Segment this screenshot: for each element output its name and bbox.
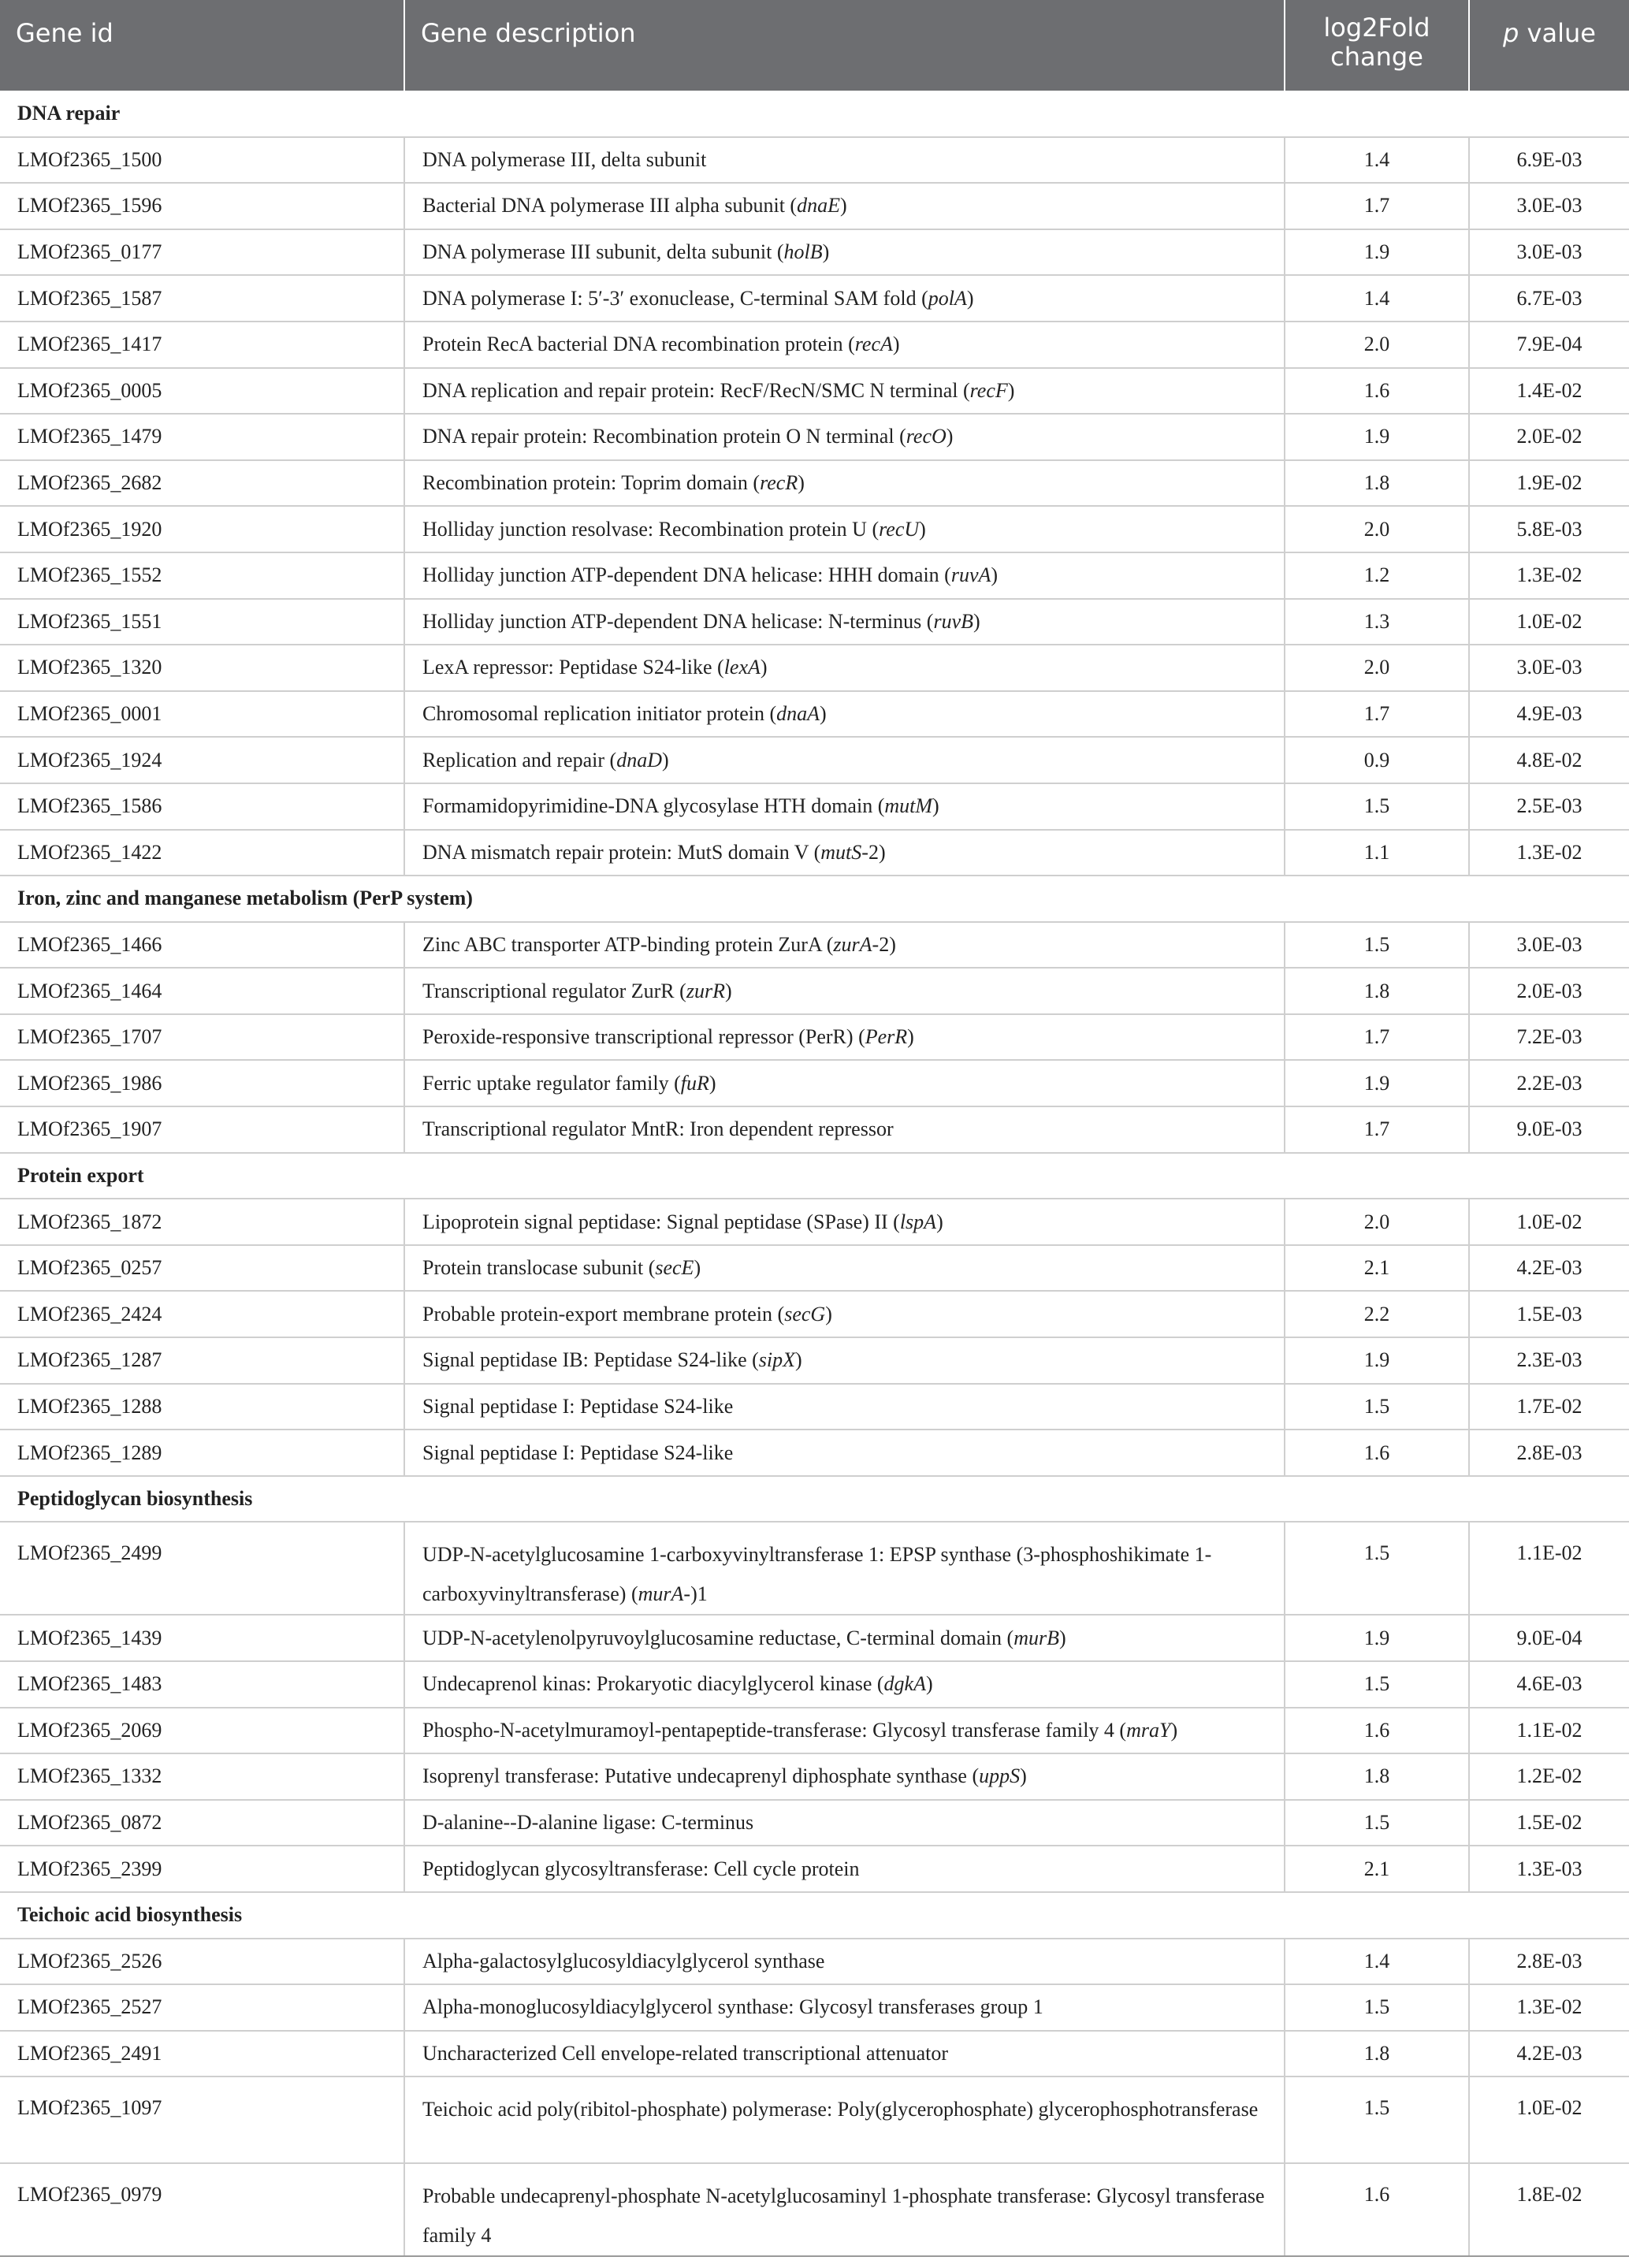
- gene-id-cell: LMOf2365_2527: [0, 1984, 404, 2031]
- section-header-row: [0, 876, 1629, 922]
- table-row: [0, 460, 1629, 507]
- gene-id-cell: LMOf2365_1596: [0, 183, 404, 229]
- description-text: Transcriptional regulator MntR: Iron dependent repressor: [422, 1117, 894, 1141]
- table-row: [0, 1337, 1629, 1384]
- gene-symbol: recA: [854, 333, 893, 356]
- table-row: [0, 1984, 1629, 2031]
- description-text: Ferric uptake regulator family: [422, 1071, 669, 1095]
- log2fold-change-cell: 0.9: [1285, 737, 1469, 783]
- gene-description-cell: Holliday junction ATP-dependent DNA helicase: HHH domain (ruvA): [404, 552, 1285, 599]
- p-value-cell: 1.3E-02: [1469, 552, 1629, 599]
- gene-id-cell: LMOf2365_1552: [0, 552, 404, 599]
- p-value-cell: 7.9E-04: [1469, 322, 1629, 368]
- gene-id-cell: LMOf2365_1587: [0, 275, 404, 322]
- gene-description-cell: Chromosomal replication initiator protein (dnaA): [404, 691, 1285, 738]
- gene-id-cell: LMOf2365_1466: [0, 922, 404, 969]
- table-row: [0, 229, 1629, 276]
- description-text: LexA repressor: Peptidase S24-like: [422, 656, 712, 679]
- p-value-cell: 4.6E-03: [1469, 1661, 1629, 1708]
- gene-id-cell: LMOf2365_0872: [0, 1800, 404, 1846]
- log2fold-change-cell: 1.8: [1285, 1753, 1469, 1800]
- description-text: Phospho-N-acetylmuramoyl-pentapeptide-transferase: Glycosyl transferase family 4: [422, 1718, 1114, 1742]
- gene-id-cell: LMOf2365_2069: [0, 1708, 404, 1754]
- log2fold-change-cell: 1.1: [1285, 830, 1469, 876]
- p-value-cell: 6.7E-03: [1469, 275, 1629, 322]
- gene-description-cell: Peroxide-responsive transcriptional repressor (PerR) (PerR): [404, 1014, 1285, 1061]
- gene-description-cell: Holliday junction ATP-dependent DNA helicase: N-terminus (ruvB): [404, 599, 1285, 645]
- table-row: [0, 1245, 1629, 1292]
- description-text: Protein translocase subunit: [422, 1256, 644, 1280]
- gene-description-cell: [404, 1430, 1285, 1476]
- p-value-cell: 2.2E-03: [1469, 1060, 1629, 1106]
- gene-id-cell: LMOf2365_1288: [0, 1384, 404, 1430]
- table-row: [0, 506, 1629, 552]
- log2fold-change-cell: 1.5: [1285, 783, 1469, 830]
- gene-symbol: recF: [969, 378, 1008, 402]
- p-value-cell: 2.0E-02: [1469, 414, 1629, 460]
- gene-symbol: fuR: [680, 1071, 709, 1095]
- p-value-cell: 3.0E-03: [1469, 183, 1629, 229]
- log2fold-change-cell: 1.7: [1285, 183, 1469, 229]
- gene-description-cell: [404, 1800, 1285, 1846]
- header-gene-id: Gene id: [0, 0, 404, 91]
- gene-id-cell: LMOf2365_1586: [0, 783, 404, 830]
- table-row: [0, 599, 1629, 645]
- gene-id-cell: LMOf2365_1479: [0, 414, 404, 460]
- gene-description-cell: DNA polymerase I: 5′-3′ exonuclease, C-terminal SAM fold (polA): [404, 275, 1285, 322]
- table-row: [0, 783, 1629, 830]
- gene-description-cell: Transcriptional regulator ZurR (zurR): [404, 968, 1285, 1014]
- log2fold-change-cell: 1.9: [1285, 1337, 1469, 1384]
- gene-symbol: secG: [784, 1302, 826, 1325]
- gene-id-cell: LMOf2365_1483: [0, 1661, 404, 1708]
- table-row: [0, 1708, 1629, 1754]
- log2fold-change-cell: 1.8: [1285, 460, 1469, 507]
- log2fold-change-cell: 1.5: [1285, 1384, 1469, 1430]
- gene-symbol: dnaA: [776, 702, 820, 726]
- description-text: DNA polymerase I: 5′-3′ exonuclease, C-terminal SAM fold: [422, 286, 917, 310]
- log2fold-change-cell: 2.0: [1285, 506, 1469, 552]
- log2fold-change-cell: 1.8: [1285, 968, 1469, 1014]
- gene-symbol: mraY: [1126, 1718, 1171, 1742]
- gene-symbol: recO: [906, 425, 947, 448]
- table-row: [0, 2077, 1629, 2163]
- log2fold-change-cell: 1.5: [1285, 1984, 1469, 2031]
- gene-symbol: PerR: [865, 1025, 908, 1049]
- table-row: [0, 1106, 1629, 1153]
- description-text: DNA polymerase III, delta subunit: [422, 147, 707, 171]
- gene-id-cell: LMOf2365_1097: [0, 2077, 404, 2163]
- gene-id-cell: LMOf2365_0001: [0, 691, 404, 738]
- gene-description-cell: Lipoprotein signal peptidase: Signal peptidase (SPase) II (lspA): [404, 1199, 1285, 1245]
- description-text: Replication and repair: [422, 748, 605, 771]
- description-text: Recombination protein: Toprim domain: [422, 471, 748, 495]
- section-title: Iron, zinc and manganese metabolism (PerP system): [0, 876, 1629, 922]
- p-value-cell: 2.8E-03: [1469, 1430, 1629, 1476]
- log2fold-change-cell: 2.2: [1285, 1291, 1469, 1337]
- gene-description-cell: DNA replication and repair protein: RecF/RecN/SMC N terminal (recF): [404, 368, 1285, 415]
- p-value-cell: 1.8E-02: [1469, 2163, 1629, 2256]
- gene-id-cell: LMOf2365_2491: [0, 2031, 404, 2077]
- gene-id-cell: LMOf2365_1417: [0, 322, 404, 368]
- gene-id-cell: LMOf2365_2424: [0, 1291, 404, 1337]
- gene-id-cell: LMOf2365_1924: [0, 737, 404, 783]
- gene-description-cell: Probable protein-export membrane protein (secG): [404, 1291, 1285, 1337]
- description-text: UDP-N-acetylglucosamine 1-carboxyvinyltransferase 1: EPSP synthase (3-phosphoshikimate 1-carboxyvinyltransferase): [422, 1543, 1212, 1606]
- gene-id-cell: LMOf2365_1332: [0, 1753, 404, 1800]
- log2fold-change-cell: 2.0: [1285, 645, 1469, 691]
- log2fold-change-cell: 1.9: [1285, 1060, 1469, 1106]
- log2fold-change-cell: 1.2: [1285, 552, 1469, 599]
- gene-symbol: zurR: [686, 979, 725, 1002]
- log2fold-change-cell: 1.4: [1285, 1939, 1469, 1985]
- gene-id-cell: LMOf2365_1551: [0, 599, 404, 645]
- gene-description-cell: [404, 2077, 1285, 2163]
- description-text: Uncharacterized Cell envelope-related transcriptional attenuator: [422, 2042, 948, 2065]
- table-row: [0, 137, 1629, 184]
- gene-id-cell: LMOf2365_1707: [0, 1014, 404, 1061]
- gene-id-cell: LMOf2365_0257: [0, 1245, 404, 1292]
- table-row: [0, 1522, 1629, 1615]
- header-log2fold-line1: log2Fold: [1323, 13, 1430, 43]
- section-title: Protein export: [0, 1153, 1629, 1199]
- table-row: [0, 552, 1629, 599]
- log2fold-change-cell: 1.8: [1285, 2031, 1469, 2077]
- log2fold-change-cell: 1.3: [1285, 599, 1469, 645]
- p-value-cell: 9.0E-03: [1469, 1106, 1629, 1153]
- table-row: [0, 645, 1629, 691]
- p-value-cell: 1.5E-02: [1469, 1800, 1629, 1846]
- description-text: DNA mismatch repair protein: MutS domain V: [422, 840, 809, 864]
- log2fold-change-cell: 1.6: [1285, 1430, 1469, 1476]
- gene-description-cell: [404, 1106, 1285, 1153]
- log2fold-change-cell: 2.0: [1285, 1199, 1469, 1245]
- log2fold-change-cell: 2.1: [1285, 1245, 1469, 1292]
- gene-id-cell: LMOf2365_1439: [0, 1615, 404, 1661]
- table-row: [0, 737, 1629, 783]
- section-header-row: [0, 1892, 1629, 1939]
- description-text: Zinc ABC transporter ATP-binding protein ZurA: [422, 932, 822, 956]
- p-value-cell: 2.0E-03: [1469, 968, 1629, 1014]
- p-value-cell: 1.1E-02: [1469, 1522, 1629, 1615]
- gene-description-cell: Ferric uptake regulator family (fuR): [404, 1060, 1285, 1106]
- gene-id-cell: LMOf2365_1920: [0, 506, 404, 552]
- description-text: Transcriptional regulator ZurR: [422, 979, 675, 1002]
- gene-id-cell: LMOf2365_0177: [0, 229, 404, 276]
- description-text: Holliday junction ATP-dependent DNA helicase: N-terminus: [422, 609, 922, 633]
- log2fold-change-cell: 1.9: [1285, 414, 1469, 460]
- gene-id-cell: LMOf2365_2682: [0, 460, 404, 507]
- description-text: DNA repair protein: Recombination protein O N terminal: [422, 425, 894, 448]
- table-row: [0, 1939, 1629, 1985]
- table-row: [0, 968, 1629, 1014]
- p-value-cell: 5.8E-03: [1469, 506, 1629, 552]
- p-value-cell: 4.8E-02: [1469, 737, 1629, 783]
- gene-symbol: lexA: [723, 656, 761, 679]
- gene-description-cell: [404, 1846, 1285, 1892]
- gene-description-cell: Replication and repair (dnaD): [404, 737, 1285, 783]
- table-row: [0, 368, 1629, 415]
- section-title: Peptidoglycan biosynthesis: [0, 1476, 1629, 1523]
- table-row: [0, 322, 1629, 368]
- description-text: Isoprenyl transferase: Putative undecaprenyl diphosphate synthase: [422, 1764, 967, 1788]
- gene-description-cell: [404, 1939, 1285, 1985]
- gene-symbol: murA-: [638, 1582, 691, 1606]
- p-value-cell: 1.9E-02: [1469, 460, 1629, 507]
- p-value-cell: 1.0E-02: [1469, 599, 1629, 645]
- description-text: Holliday junction resolvase: Recombination protein U: [422, 517, 867, 541]
- log2fold-change-cell: 2.0: [1285, 322, 1469, 368]
- section-header-row: [0, 91, 1629, 137]
- gene-id-cell: LMOf2365_2526: [0, 1939, 404, 1985]
- gene-description-cell: [404, 1384, 1285, 1430]
- gene-description-cell: Recombination protein: Toprim domain (recR): [404, 460, 1285, 507]
- table-row: [0, 922, 1629, 969]
- gene-description-cell: DNA repair protein: Recombination protein O N terminal (recO): [404, 414, 1285, 460]
- gene-description-cell: Isoprenyl transferase: Putative undecaprenyl diphosphate synthase (uppS): [404, 1753, 1285, 1800]
- log2fold-change-cell: 1.5: [1285, 1661, 1469, 1708]
- p-value-cell: 4.2E-03: [1469, 2031, 1629, 2077]
- header-p-value: [1469, 0, 1629, 91]
- gene-id-cell: LMOf2365_1464: [0, 968, 404, 1014]
- description-text: Chromosomal replication initiator protein: [422, 702, 764, 726]
- gene-description-cell: Protein RecA bacterial DNA recombination protein (recA): [404, 322, 1285, 368]
- description-text: Alpha-galactosylglucosyldiacylglycerol synthase: [422, 1949, 825, 1972]
- description-text: Signal peptidase I: Peptidase S24-like: [422, 1394, 734, 1418]
- gene-symbol: lspA: [899, 1210, 937, 1233]
- gene-id-cell: LMOf2365_2399: [0, 1846, 404, 1892]
- gene-symbol: secE: [655, 1256, 694, 1280]
- p-value-cell: 1.0E-02: [1469, 1199, 1629, 1245]
- gene-description-cell: Signal peptidase IB: Peptidase S24-like (sipX): [404, 1337, 1285, 1384]
- p-value-cell: 1.3E-03: [1469, 1846, 1629, 1892]
- table-row: [0, 1615, 1629, 1661]
- p-value-cell: 6.9E-03: [1469, 137, 1629, 184]
- description-text: DNA replication and repair protein: RecF/RecN/SMC N terminal: [422, 378, 958, 402]
- gene-description-cell: Protein translocase subunit (secE): [404, 1245, 1285, 1292]
- log2fold-change-cell: 1.5: [1285, 1522, 1469, 1615]
- gene-id-cell: LMOf2365_2499: [0, 1522, 404, 1615]
- header-row: [0, 0, 1629, 91]
- log2fold-change-cell: 1.7: [1285, 1106, 1469, 1153]
- description-text: Alpha-monoglucosyldiacylglycerol synthase: Glycosyl transferases group 1: [422, 1995, 1043, 2019]
- gene-symbol: ruvB: [933, 609, 973, 633]
- gene-description-cell: UDP-N-acetylglucosamine 1-carboxyvinyltransferase 1: EPSP synthase (3-phosphoshikimate 1-carboxyvinyltransferase) (murA-)1: [404, 1522, 1285, 1615]
- gene-symbol: murB: [1013, 1626, 1059, 1649]
- table-row: [0, 414, 1629, 460]
- p-value-cell: 1.2E-02: [1469, 1753, 1629, 1800]
- gene-suffix: -2: [861, 840, 879, 864]
- p-value-cell: 4.9E-03: [1469, 691, 1629, 738]
- table-row: [0, 1430, 1629, 1476]
- gene-description-cell: [404, 2163, 1285, 2256]
- table-row: [0, 1800, 1629, 1846]
- log2fold-change-cell: 1.5: [1285, 922, 1469, 969]
- p-value-cell: 4.2E-03: [1469, 1245, 1629, 1292]
- log2fold-change-cell: 1.4: [1285, 137, 1469, 184]
- table-row: [0, 2163, 1629, 2256]
- section-title: Teichoic acid biosynthesis: [0, 1892, 1629, 1939]
- p-value-cell: 1.5E-03: [1469, 1291, 1629, 1337]
- log2fold-change-cell: 1.9: [1285, 229, 1469, 276]
- gene-symbol: recR: [760, 471, 798, 495]
- description-text: Undecaprenol kinas: Prokaryotic diacylglycerol kinase: [422, 1672, 872, 1696]
- header-p-italic: p: [1503, 18, 1519, 48]
- table-row: [0, 1291, 1629, 1337]
- gene-id-cell: LMOf2365_1986: [0, 1060, 404, 1106]
- gene-symbol: recU: [879, 517, 920, 541]
- p-value-cell: 2.5E-03: [1469, 783, 1629, 830]
- p-value-cell: 7.2E-03: [1469, 1014, 1629, 1061]
- gene-id-cell: LMOf2365_0005: [0, 368, 404, 415]
- gene-symbol: mutS: [820, 840, 862, 864]
- log2fold-change-cell: 1.6: [1285, 1708, 1469, 1754]
- log2fold-change-cell: 1.5: [1285, 1800, 1469, 1846]
- section-header-row: [0, 1476, 1629, 1523]
- gene-description-cell: Holliday junction resolvase: Recombination protein U (recU): [404, 506, 1285, 552]
- description-text: Peroxide-responsive transcriptional repressor (PerR): [422, 1025, 854, 1049]
- table-row: [0, 275, 1629, 322]
- gene-description-cell: Phospho-N-acetylmuramoyl-pentapeptide-transferase: Glycosyl transferase family 4 (mraY): [404, 1708, 1285, 1754]
- gene-description-cell: [404, 137, 1285, 184]
- gene-id-cell: LMOf2365_1907: [0, 1106, 404, 1153]
- gene-description-cell: Formamidopyrimidine-DNA glycosylase HTH domain (mutM): [404, 783, 1285, 830]
- gene-symbol: mutM: [884, 794, 933, 818]
- section-title: DNA repair: [0, 91, 1629, 137]
- table-row: [0, 691, 1629, 738]
- gene-description-cell: DNA mismatch repair protein: MutS domain V (mutS-2): [404, 830, 1285, 876]
- gene-symbol: zurA: [833, 932, 872, 956]
- description-text: Holliday junction ATP-dependent DNA helicase: HHH domain: [422, 563, 939, 587]
- description-text: UDP-N-acetylenolpyruvoylglucosamine reductase, C-terminal domain: [422, 1626, 1002, 1649]
- p-value-cell: 2.3E-03: [1469, 1337, 1629, 1384]
- description-text: DNA polymerase III subunit, delta subunit: [422, 240, 772, 264]
- description-text: Bacterial DNA polymerase III alpha subunit: [422, 194, 785, 218]
- header-log2fold-change: [1285, 0, 1469, 91]
- header-gene-description: Gene description: [404, 0, 1285, 91]
- gene-symbol: holB: [783, 240, 823, 264]
- log2fold-change-cell: 2.1: [1285, 1846, 1469, 1892]
- log2fold-change-cell: 1.5: [1285, 2077, 1469, 2163]
- p-value-cell: 3.0E-03: [1469, 229, 1629, 276]
- table-row: [0, 1014, 1629, 1061]
- header-log2fold-line2: change: [1330, 42, 1423, 72]
- description-text: Signal peptidase IB: Peptidase S24-like: [422, 1348, 747, 1372]
- table-header: [0, 0, 1629, 91]
- description-text: Teichoic acid poly(ribitol-phosphate) polymerase: Poly(glycerophosphate) glycerophosphotransferase: [422, 2098, 1259, 2121]
- p-value-cell: 3.0E-03: [1469, 645, 1629, 691]
- log2fold-change-cell: 1.4: [1285, 275, 1469, 322]
- p-value-cell: 3.0E-03: [1469, 922, 1629, 969]
- p-value-cell: 9.0E-04: [1469, 1615, 1629, 1661]
- description-text: Peptidoglycan glycosyltransferase: Cell cycle protein: [422, 1857, 860, 1880]
- table-row: [0, 1846, 1629, 1892]
- log2fold-change-cell: 1.6: [1285, 368, 1469, 415]
- gene-symbol: dnaE: [797, 194, 840, 218]
- p-value-cell: 1.4E-02: [1469, 368, 1629, 415]
- log2fold-change-cell: 1.6: [1285, 2163, 1469, 2256]
- gene-id-cell: LMOf2365_1422: [0, 830, 404, 876]
- gene-symbol: sipX: [758, 1348, 796, 1372]
- description-text: Lipoprotein signal peptidase: Signal peptidase (SPase) II: [422, 1210, 888, 1233]
- log2fold-change-cell: 1.7: [1285, 691, 1469, 738]
- table-body: [0, 91, 1629, 2256]
- gene-id-cell: LMOf2365_1872: [0, 1199, 404, 1245]
- gene-symbol: dnaD: [616, 748, 662, 771]
- section-header-row: [0, 1153, 1629, 1199]
- gene-description-cell: [404, 1984, 1285, 2031]
- gene-id-cell: LMOf2365_1320: [0, 645, 404, 691]
- p-value-cell: 1.3E-02: [1469, 830, 1629, 876]
- gene-description-cell: Undecaprenol kinas: Prokaryotic diacylglycerol kinase (dgkA): [404, 1661, 1285, 1708]
- p-value-cell: 1.0E-02: [1469, 2077, 1629, 2163]
- table-row: [0, 830, 1629, 876]
- p-value-cell: 1.3E-02: [1469, 1984, 1629, 2031]
- p-value-cell: 1.7E-02: [1469, 1384, 1629, 1430]
- table-row: [0, 1384, 1629, 1430]
- p-value-cell: 1.1E-02: [1469, 1708, 1629, 1754]
- description-text: Probable undecaprenyl-phosphate N-acetylglucosaminyl 1-phosphate transferase: Glycosyl transferase family 4: [422, 2184, 1265, 2248]
- gene-description-cell: DNA polymerase III subunit, delta subunit (holB): [404, 229, 1285, 276]
- gene-description-cell: Zinc ABC transporter ATP-binding protein ZurA (zurA-2): [404, 922, 1285, 969]
- description-text: Formamidopyrimidine-DNA glycosylase HTH domain: [422, 794, 873, 818]
- gene-symbol: uppS: [979, 1764, 1021, 1788]
- gene-id-cell: LMOf2365_1289: [0, 1430, 404, 1476]
- table-row: [0, 1199, 1629, 1245]
- table-row: [0, 183, 1629, 229]
- description-text: D-alanine--D-alanine ligase: C-terminus: [422, 1811, 754, 1835]
- gene-id-cell: LMOf2365_1500: [0, 137, 404, 184]
- gene-symbol: ruvA: [950, 563, 991, 587]
- log2fold-change-cell: 1.9: [1285, 1615, 1469, 1661]
- description-text: Protein RecA bacterial DNA recombination protein: [422, 333, 843, 356]
- gene-suffix: 1: [697, 1582, 708, 1606]
- table-row: [0, 2031, 1629, 2077]
- gene-id-cell: LMOf2365_0979: [0, 2163, 404, 2256]
- header-p-rest: value: [1519, 18, 1596, 48]
- p-value-cell: 2.8E-03: [1469, 1939, 1629, 1985]
- table-row: [0, 1060, 1629, 1106]
- gene-description-cell: LexA repressor: Peptidase S24-like (lexA): [404, 645, 1285, 691]
- description-text: Probable protein-export membrane protein: [422, 1302, 773, 1325]
- gene-description-cell: UDP-N-acetylenolpyruvoylglucosamine reductase, C-terminal domain (murB): [404, 1615, 1285, 1661]
- gene-description-cell: [404, 2031, 1285, 2077]
- gene-symbol: polA: [928, 286, 967, 310]
- gene-suffix: -2: [872, 932, 890, 956]
- gene-description-cell: Bacterial DNA polymerase III alpha subunit (dnaE): [404, 183, 1285, 229]
- description-text: Signal peptidase I: Peptidase S24-like: [422, 1441, 734, 1464]
- log2fold-change-cell: 1.7: [1285, 1014, 1469, 1061]
- table-row: [0, 1661, 1629, 1708]
- gene-id-cell: LMOf2365_1287: [0, 1337, 404, 1384]
- gene-symbol: dgkA: [883, 1672, 926, 1696]
- table-row: [0, 1753, 1629, 1800]
